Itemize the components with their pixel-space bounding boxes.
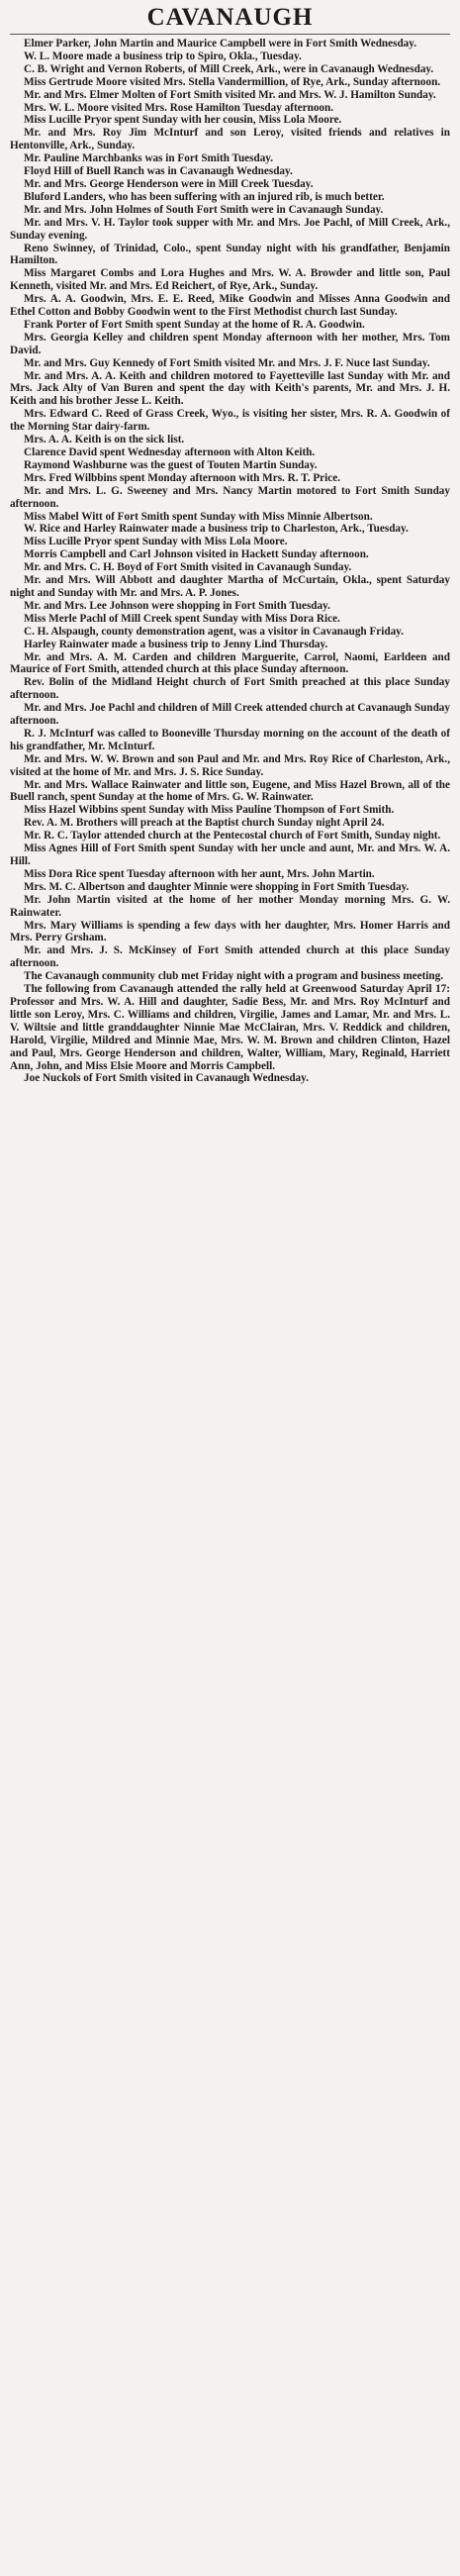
news-item: Miss Hazel Wibbins spent Sunday with Miss Pauline Thompson of Fort Smith. <box>24 804 395 817</box>
news-item: Miss Gertrude Moore visited Mrs. Stella Vandermillion, of Rye, Ark., Sunday afternoon. <box>24 75 441 88</box>
news-item: Reno Swinney, of Trinidad, Colo., spent Sunday night with his grandfather, Benjamin Hamilton. <box>10 242 450 267</box>
headline-rule <box>10 34 450 35</box>
news-item: Mrs. Georgia Kelley and children spent Monday afternoon with her mother, Mrs. Tom David. <box>10 331 450 356</box>
news-item: Mrs. W. L. Moore visited Mrs. Rose Hamilton Tuesday afternoon. <box>24 101 334 114</box>
news-item: Mrs. Fred Wilbbins spent Monday afternoon with Mrs. R. T. Price. <box>24 471 340 484</box>
news-item: Rev. A. M. Brothers will preach at the Baptist church Sunday night April 24. <box>24 817 385 830</box>
news-item: W. Rice and Harley Rainwater made a business trip to Charleston, Ark., Tuesday. <box>24 523 409 536</box>
news-item: Frank Porter of Fort Smith spent Sunday at the home of R. A. Goodwin. <box>24 318 365 331</box>
news-item: Elmer Parker, John Martin and Maurice Campbell were in Fort Smith Wednesday. <box>24 38 417 50</box>
news-item: W. L. Moore made a business trip to Spiro, Okla., Tuesday. <box>24 50 302 62</box>
news-item: Mr. and Mrs. Lee Johnson were shopping in Fort Smith Tuesday. <box>24 599 330 612</box>
news-item: Miss Mabel Witt of Fort Smith spent Sunday with Miss Minnie Albertson. <box>24 510 373 523</box>
news-item: Mr. and Mrs. L. G. Sweeney and Mrs. Nancy Martin motored to Fort Smith Sunday afternoon. <box>10 484 450 510</box>
news-item: Mrs. M. C. Albertson and daughter Minnie were shopping in Fort Smith Tuesday. <box>24 880 410 893</box>
news-item: Mrs. Mary Williams is spending a few days with her daughter, Mrs. Homer Harris and Mrs. Perry Grsham. <box>10 919 450 944</box>
news-item: Miss Lucille Pryor spent Sunday with her cousin, Miss Lola Moore. <box>24 114 342 127</box>
column-headline: CAVANAUGH <box>146 4 314 31</box>
news-item: Mr. and Mrs. C. H. Boyd of Fort Smith visited in Cavanaugh Sunday. <box>24 561 352 574</box>
news-item: Mrs. A. A. Goodwin, Mrs. E. E. Reed, Mike Goodwin and Misses Anna Goodwin and Ethel Cotton and Bobby Goodwin went to the First Methodist church last Sunday. <box>10 293 450 319</box>
news-item: Morris Campbell and Carl Johnson visited in Hackett Sunday afternoon. <box>24 548 369 561</box>
news-item: Mr. and Mrs. A. M. Carden and children Marguerite, Carrol, Naomi, Earldeen and Maurice of Fort Smith, attended church at this place Sunday afternoon. <box>10 650 450 676</box>
news-items <box>10 38 450 1085</box>
news-item: C. H. Alspaugh, county demonstration agent, was a visitor in Cavanaugh Friday. <box>24 625 404 638</box>
news-item: Miss Agnes Hill of Fort Smith spent Sunday with her uncle and aunt, Mr. and Mrs. W. A. Hill. <box>10 842 450 867</box>
news-item: Mr. and Mrs. Roy Jim McInturf and son Leroy, visited friends and relatives in Hentonville, Ark., Sunday. <box>10 127 450 152</box>
news-item: Mr. R. C. Taylor attended church at the Pentecostal church of Fort Smith, Sunday night. <box>24 830 441 842</box>
news-item: Joe Nuckols of Fort Smith visited in Cavanaugh Wednesday. <box>24 1072 309 1085</box>
news-item: Mr. and Mrs. Will Abbott and daughter Martha of McCurtain, Okla., spent Saturday night and Sunday with Mr. and Mrs. A. P. Jones. <box>10 574 450 599</box>
news-item: C. B. Wright and Vernon Roberts, of Mill Creek, Ark., were in Cavanaugh Wednesday. <box>24 62 434 75</box>
news-item: Mr. and Mrs. V. H. Taylor took supper with Mr. and Mrs. Joe Pachl, of Mill Creek, Ark., Sunday evening. <box>10 216 450 242</box>
news-item: Miss Margaret Combs and Lora Hughes and Mrs. W. A. Browder and little son, Paul Kenneth, visited Mr. and Mrs. Ed Reichert, of Rye, Ark., Sunday. <box>10 267 450 293</box>
news-item: Mr. and Mrs. J. S. McKinsey of Fort Smith attended church at this place Sunday afternoon. <box>10 944 450 970</box>
news-item: Mr. John Martin visited at the home of her mother Monday morning Mrs. G. W. Rainwater. <box>10 893 450 919</box>
news-item: Floyd Hill of Buell Ranch was in Cavanaugh Wednesday. <box>24 165 293 178</box>
news-item: Mrs. Edward C. Reed of Grass Creek, Wyo., is visiting her sister, Mrs. R. A. Goodwin of the Morning Star dairy-farm. <box>10 408 450 434</box>
news-item: Mr. Pauline Marchbanks was in Fort Smith Tuesday. <box>24 152 274 165</box>
news-item: Mrs. A. A. Keith is on the sick list. <box>24 434 185 446</box>
news-item: Mr. and Mrs. W. W. Brown and son Paul and Mr. and Mrs. Roy Rice of Charleston, Ark., visited at the home of Mr. and Mrs. J. S. Rice Sunday. <box>10 752 450 778</box>
news-item: Miss Dora Rice spent Tuesday afternoon with her aunt, Mrs. John Martin. <box>24 867 375 880</box>
news-item: Mr. and Mrs. George Henderson were in Mill Creek Tuesday. <box>24 177 314 190</box>
news-item: Mr. and Mrs. A. A. Keith and children motored to Fayetteville last Sunday with Mr. and Mrs. Jack Alty of Van Buren and spent the day with Keith's parents, Mr. and Mrs. J. H. Keith and his brother Jesse L. Keith. <box>10 369 450 408</box>
news-item: Mr. and Mrs. Elmer Molten of Fort Smith visited Mr. and Mrs. W. J. Hamilton Sunday. <box>24 88 436 101</box>
news-item: Raymond Washburne was the guest of Touten Martin Sunday. <box>24 458 318 471</box>
news-item: Mr. and Mrs. John Holmes of South Fort Smith were in Cavanaugh Sunday. <box>24 203 384 216</box>
news-item: Miss Lucille Pryor spent Sunday with Miss Lola Moore. <box>24 536 288 548</box>
news-item: Mr. and Mrs. Joe Pachl and children of Mill Creek attended church at Cavanaugh Sunday afternoon. <box>10 702 450 728</box>
news-item: Mr. and Mrs. Wallace Rainwater and little son, Eugene, and Miss Hazel Brown, all of the Buell ranch, spent Sunday at the home of Mrs. G. W. Rainwater. <box>10 778 450 804</box>
news-item: Bluford Landers, who has been suffering with an injured rib, is much better. <box>24 190 385 203</box>
news-item: R. J. McInturf was called to Booneville Thursday morning on the account of the death of his grandfather, Mr. McInturf. <box>10 727 450 752</box>
news-item: Mr. and Mrs. Guy Kennedy of Fort Smith visited Mr. and Mrs. J. F. Nuce last Sunday. <box>24 356 430 369</box>
news-item: Miss Merle Pachl of Mill Creek spent Sunday with Miss Dora Rice. <box>24 612 340 625</box>
news-item: The Cavanaugh community club met Friday night with a program and business meeting. <box>24 970 444 983</box>
news-item: The following from Cavanaugh attended the rally held at Greenwood Saturday April 17: Professor and Mrs. W. A. Hill and daughter, Sadie Bess, Mr. and Mrs. Roy McInturf and little son Leroy, Mrs. C. Williams and children, Virgilie, James and Lamar, Mr. and Mrs. L. V. Wiltsie and little granddaughter Ninnie Mae McClairan, Mrs. V. Reddick and children, Harold, Virgilie, Mildred and Minnie Mae, Mrs. W. M. Brown and children Clinton, Hazel and Paul, Mrs. George Henderson and children, Walter, William, Mary, Reginald, Harriett Ann, John, and Miss Elsie Moore and Morris Campbell. <box>10 983 450 1072</box>
news-item: Rev. Bolin of the Midland Height church of Fort Smith preached at this place Sunday afternoon. <box>10 676 450 702</box>
news-item: Harley Rainwater made a business trip to Jenny Lind Thursday. <box>24 638 328 650</box>
news-item: Clarence David spent Wednesday afternoon with Alton Keith. <box>24 446 316 458</box>
